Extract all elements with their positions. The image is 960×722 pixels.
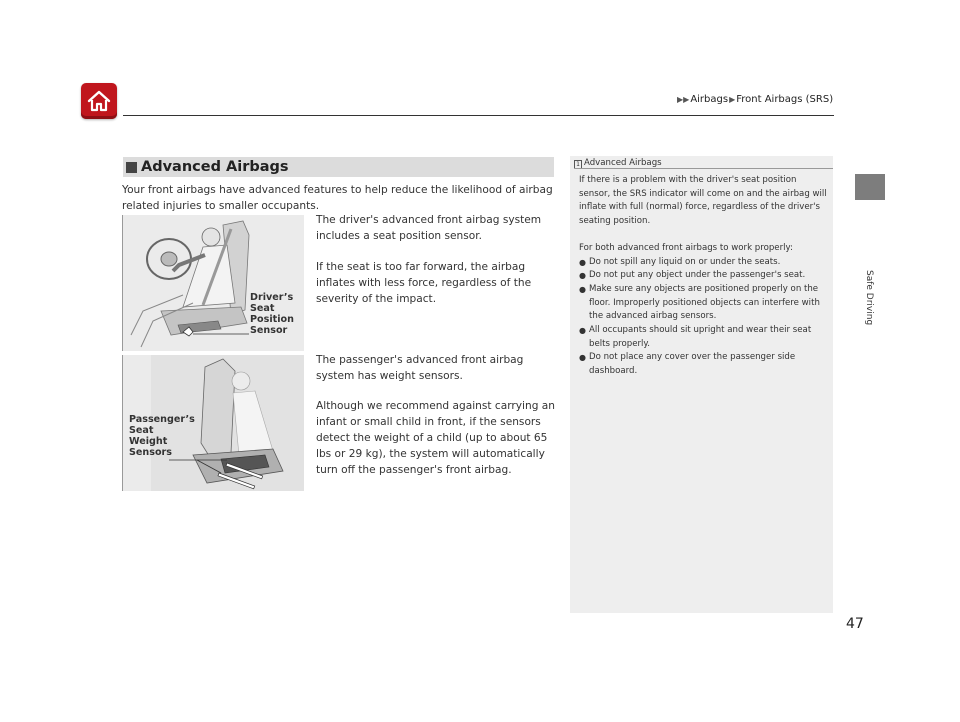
callout-line: Sensor xyxy=(250,325,288,336)
intro-paragraph: Your front airbags have advanced features to help reduce the likelihood of airbag related injuries to smaller occupants. xyxy=(122,184,553,212)
passenger-paragraph-2: Although we recommend against carrying an infant or small child in front, if the sensors detect the weight of a child (up to about 65 lbs or 29 kg), the system will automatically turn off the passenger's front airbag. xyxy=(316,400,555,476)
callout-line: Weight xyxy=(129,436,168,447)
home-icon xyxy=(87,90,111,112)
list-item: ● Do not place any cover over the passenger side dashboard. xyxy=(579,351,827,378)
square-bullet-icon xyxy=(126,162,137,173)
callout-line: Seat xyxy=(250,303,275,314)
list-item: ● Do not put any object under the passenger's seat. xyxy=(579,269,827,283)
side-note-body xyxy=(579,174,827,379)
breadcrumb-link-front-airbags[interactable]: Front Airbags (SRS) xyxy=(736,94,834,105)
callout-line: Seat xyxy=(129,425,154,436)
breadcrumb-arrow-icon: ▶ xyxy=(729,95,736,104)
chapter-tab[interactable] xyxy=(855,174,885,200)
note-bullet-list xyxy=(579,256,827,379)
home-button[interactable] xyxy=(81,83,117,119)
note-reference-icon: 1 xyxy=(574,160,582,169)
section-heading xyxy=(123,157,554,177)
callout-line: Driver’s xyxy=(250,292,294,303)
list-item: ● All occupants should sit upright and wear their seat belts properly. xyxy=(579,324,827,351)
callout-line: Position xyxy=(250,314,294,325)
callout-line: Sensors xyxy=(129,447,172,458)
note-paragraph: For both advanced front airbags to work properly: xyxy=(579,242,793,253)
driver-sensor-callout xyxy=(250,292,294,336)
list-item: ● Make sure any objects are positioned properly on the floor. Improperly positioned objects can interfere with the advanced airbag sensors. xyxy=(579,283,827,324)
chapter-label: Safe Driving xyxy=(864,270,874,326)
breadcrumb-arrow-icon: ▶▶ xyxy=(677,95,690,104)
list-item: ● Do not spill any liquid on or under the seats. xyxy=(579,256,827,270)
side-note-title: Advanced Airbags xyxy=(584,158,662,168)
passenger-sensor-callout xyxy=(129,414,195,458)
driver-paragraph-2: If the seat is too far forward, the airbag inflates with less force, regardless of the severity of the impact. xyxy=(316,261,532,305)
callout-line: Passenger’s xyxy=(129,414,195,425)
breadcrumb-link-airbags[interactable]: Airbags xyxy=(690,94,729,105)
driver-paragraph-1: The driver's advanced front airbag system includes a seat position sensor. xyxy=(316,214,542,242)
breadcrumb xyxy=(676,94,833,105)
note-paragraph: If there is a problem with the driver's seat position sensor, the SRS indicator will come on and the airbag will inflate with full (normal) force, regardless of the driver's seating position. xyxy=(579,175,827,227)
header-rule xyxy=(123,115,834,116)
side-note-rule xyxy=(574,168,833,169)
page-number: 47 xyxy=(846,616,864,632)
passenger-paragraph-1: The passenger's advanced front airbag system has weight sensors. xyxy=(316,354,524,382)
section-title: Advanced Airbags xyxy=(141,159,289,175)
